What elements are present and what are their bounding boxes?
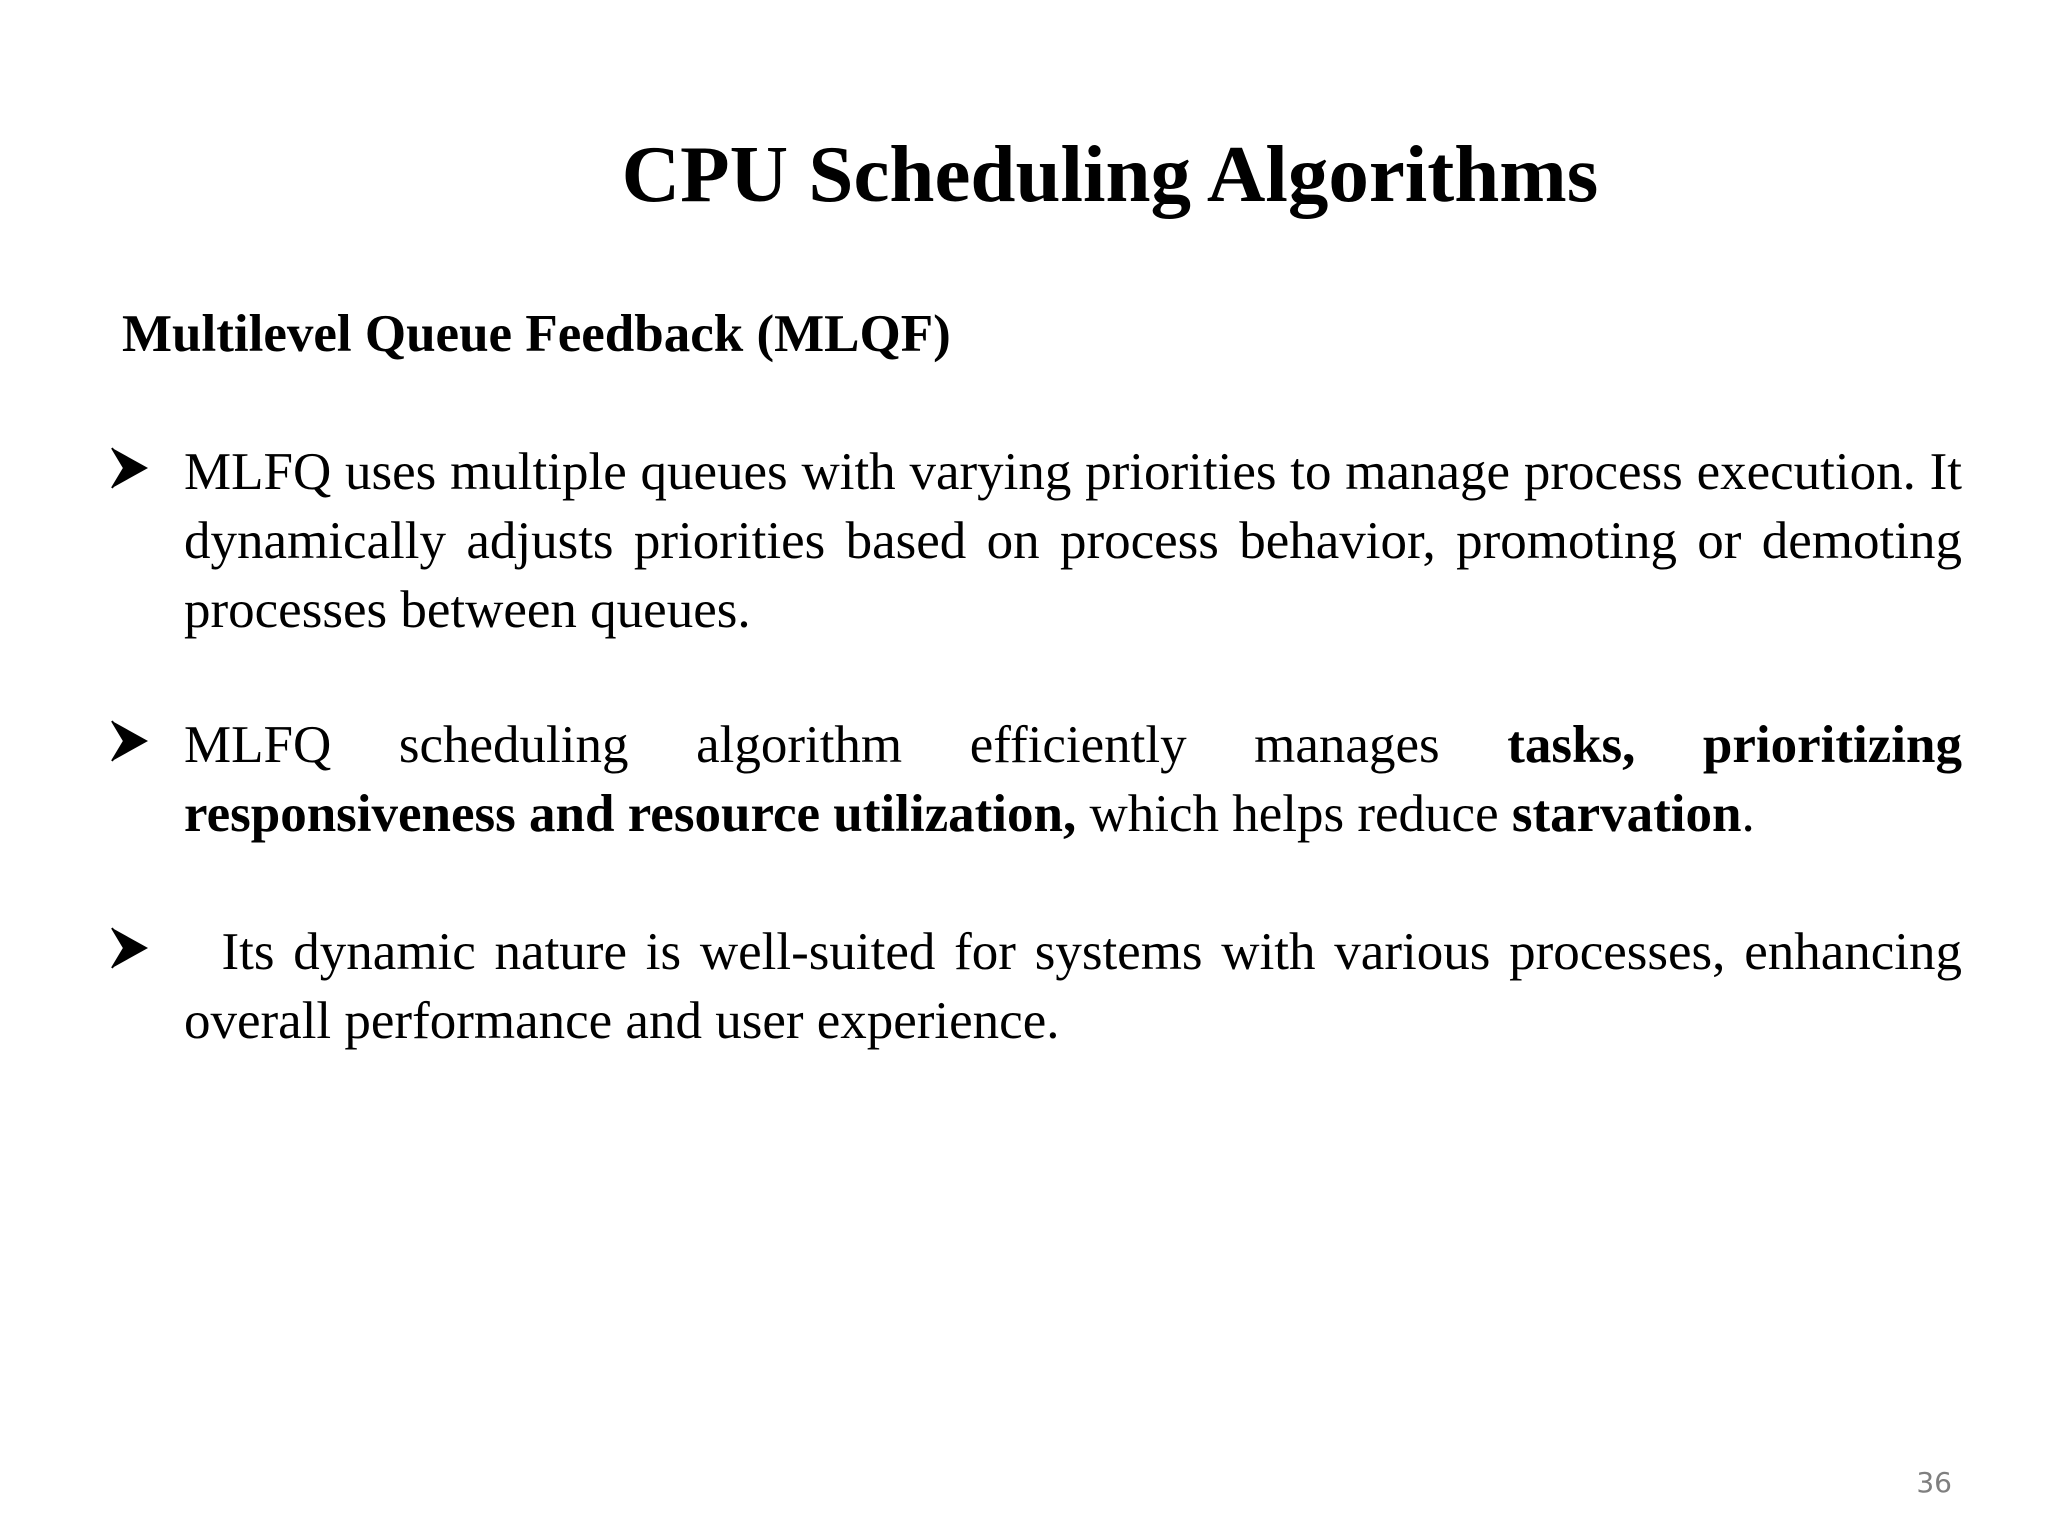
bullet-text-emphasis: tasks, prioritizing responsiveness and resource utilization, [184,716,1963,843]
bullet-text: MLFQ uses multiple queues with varying priorities to manage process execution. It dynamically adjusts priorities based on process behavior, promoting or demoting processes between queues. [184,443,1962,639]
bullet-text-segment: MLFQ scheduling algorithm efficiently manages [184,716,1508,774]
bullet-text-emphasis: starvation [1511,785,1742,843]
slide-title: CPU Scheduling Algorithms [621,129,1599,219]
arrowhead-bullet-icon [110,446,150,490]
bullet-text: Its dynamic nature is well-suited for systems with various processes, enhancing overall performance and user experience. [184,923,1962,1050]
section-heading: Multilevel Queue Feedback (MLQF) [122,305,951,363]
bullet-text-segment: . [1741,785,1755,843]
bullet-text-segment: which helps reduce [1076,785,1512,843]
page-number: 36 [1916,1466,1952,1499]
arrowhead-bullet-icon [110,719,150,763]
arrowhead-bullet-icon [110,926,150,970]
bullet-text [184,711,1962,849]
